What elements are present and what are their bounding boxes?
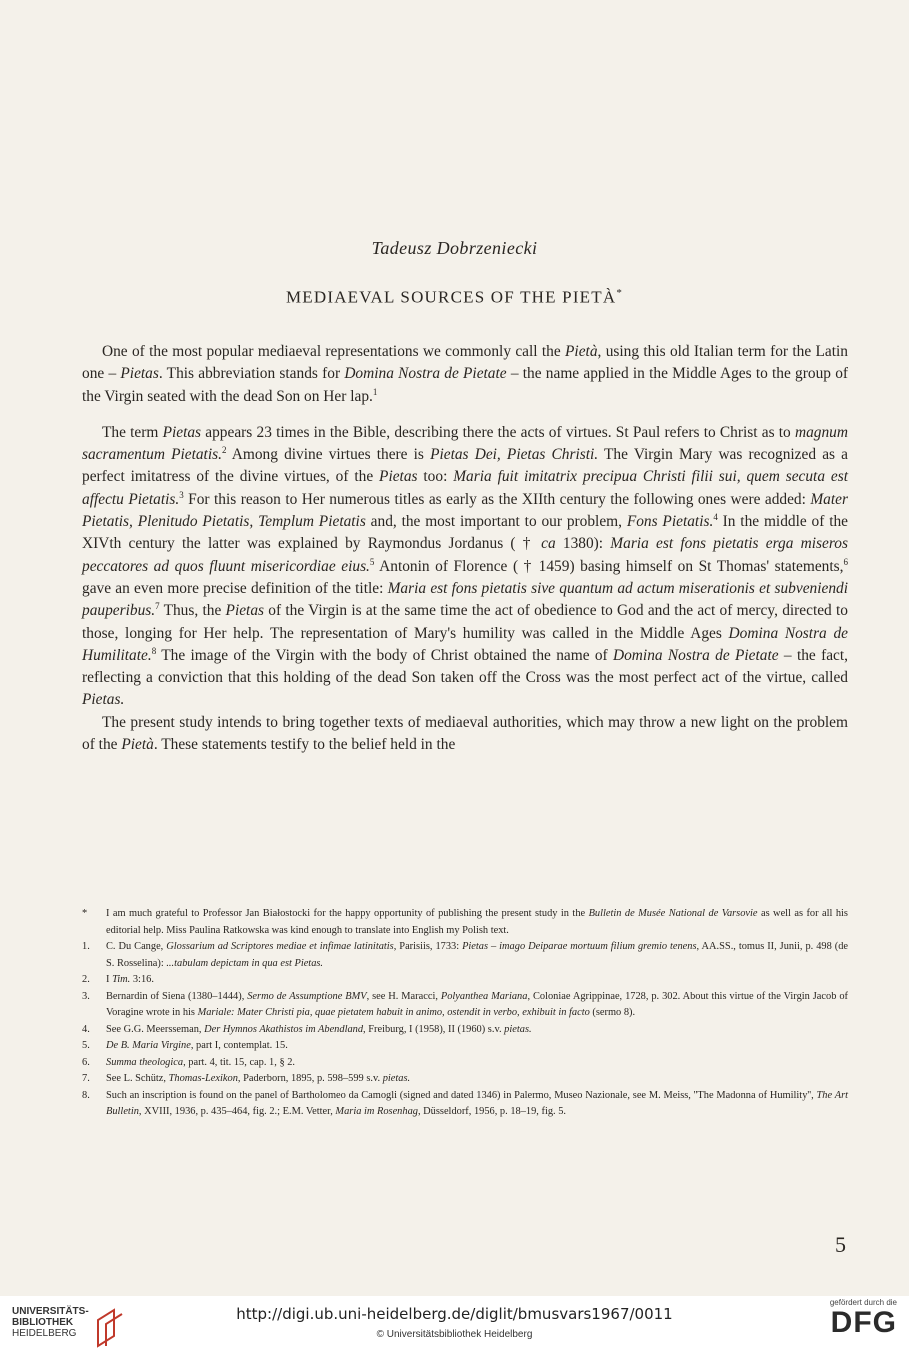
dfg-funded-by: gefördert durch die	[829, 1298, 897, 1307]
italic-run: Pietas.	[82, 691, 125, 709]
footnote-text	[106, 1071, 848, 1088]
copyright-notice: © Universitätsbibliothek Heidelberg	[376, 1329, 533, 1340]
text-run: C. Du Cange,	[106, 941, 167, 952]
footnote-item	[82, 906, 848, 939]
text-run: The image of the Virgin with the body of Christ obtained the name of	[156, 646, 613, 664]
italic-run: pietas.	[504, 1023, 532, 1035]
footnote-ref[interactable]: 3	[179, 489, 184, 500]
article-body	[82, 341, 848, 756]
text-run: , XVIII, 1936, p. 435–464, fig. 2.; E.M. Vetter,	[138, 1106, 336, 1117]
text-run: I am much grateful to Professor Jan Białostocki for the happy opportunity of publishing the present study in the	[106, 908, 589, 919]
footnote-number: 4.	[82, 1023, 90, 1035]
text-run: See G.G. Meersseman,	[106, 1023, 205, 1035]
logo-line-1: UNIVERSITÄTS-	[12, 1306, 89, 1317]
italic-run: Maria est fons pietatis erga miseros peccatores ad quos fluunt misericordiae eius.	[82, 535, 848, 575]
text-run: as well as for all his editorial help. Miss Paulina Ratkowska was kind enough to translate into English my Polish text.	[106, 908, 848, 936]
text-run: . This abbreviation stands for	[158, 365, 345, 383]
footnote-number: *	[82, 908, 88, 919]
text-run: Antonin of Florence ( † 1459) basing himself on St Thomas' statements,	[374, 557, 844, 575]
footnote-ref[interactable]: 2	[221, 445, 227, 456]
text-run: gave an even more precise definition of the title:	[82, 579, 388, 597]
logo-line-2: BIBLIOTHEK	[12, 1317, 74, 1328]
text-run: too:	[417, 468, 454, 486]
footnote-text	[106, 989, 848, 1022]
footnote-ref[interactable]: 4	[713, 511, 718, 522]
text-run: and, the most important to our problem,	[365, 513, 627, 531]
italic-run: Mater Pietatis, Plenitudo Pietatis, Templum Pietatis	[82, 490, 848, 531]
italic-run: Maria est fons pietatis sive quantum ad actum miserationis et subveniendi pauperibus.	[82, 579, 848, 620]
title-footnote-marker: *	[616, 287, 624, 299]
page-number: 5	[835, 1232, 846, 1257]
text-run: The present study intends to bring together texts of mediaeval authorities, which may throw a new light on the problem of the	[82, 713, 848, 754]
text-run: Thus, the	[159, 602, 226, 620]
footnote-item	[82, 972, 848, 989]
italic-run: Bulletin de Musée National de Varsovie	[588, 908, 758, 919]
text-run: , Parisiis, 1733:	[393, 941, 463, 952]
footnote-number: 2.	[82, 974, 90, 985]
italic-run: Domina Nostra de Humilitate.	[82, 624, 848, 664]
text-run: Among divine virtues there is	[226, 446, 431, 464]
footnote-item	[82, 989, 848, 1022]
italic-run: Pietà	[121, 736, 154, 754]
paragraph-2	[82, 422, 848, 712]
footnotes	[82, 906, 848, 1121]
italic-run: Pietà	[565, 343, 598, 360]
text-run: See L. Schütz,	[106, 1073, 169, 1084]
paragraph-3	[82, 712, 848, 757]
text-run: – the name applied in the Middle Ages to the group of the Virgin seated with the dead Son on Her lap.	[82, 365, 849, 405]
text-run: The Virgin Mary was recognized as a perfect imitatress of the divine virtues, of the	[82, 446, 848, 486]
italic-run: pietas.	[382, 1073, 411, 1084]
italic-run: Pietas	[162, 423, 202, 441]
footnote-number: 1.	[82, 941, 90, 952]
italic-run: De B. Maria Virgine	[106, 1040, 191, 1051]
dfg-logo[interactable]	[801, 1298, 897, 1348]
text-run: , Paderborn, 1895, p. 598–599 s.v.	[237, 1073, 383, 1084]
italic-run: Maria fuit imitatrix precipua Christi filii sui, quem secuta est affectu Pietatis.	[82, 468, 848, 508]
text-run: , Coloniae Agrippinae, 1728, p. 302. About this virtue of the Virgin Jacob of Voragine wrote in his	[106, 990, 848, 1018]
logo-line-3: HEIDELBERG	[12, 1328, 77, 1339]
footnote-number: 3.	[82, 990, 90, 1002]
footnote-ref[interactable]: 5	[369, 556, 375, 567]
italic-run: Mariale: Mater Christi pia, quae pietatem habuit in animo, ostendit in verbo, exhibuit in facto	[197, 1007, 590, 1018]
italic-run: Pietas Dei, Pietas Christi.	[430, 446, 599, 464]
italic-run: Summa theologica	[106, 1056, 184, 1068]
text-run: , Freiburg, I (1958), II (1960) s.v.	[363, 1023, 505, 1035]
footnote-item	[82, 1038, 848, 1055]
text-run: . These statements testify to the belief held in the	[153, 736, 456, 754]
viewer-footer	[0, 1296, 909, 1353]
footnote-item	[82, 1055, 848, 1072]
text-run: One of the most popular mediaeval representations we commonly call the	[102, 343, 566, 360]
footnote-ref[interactable]: 7	[155, 601, 160, 612]
italic-run: Domina Nostra de Pietate	[344, 365, 507, 383]
italic-run: magnum sacramentum Pietatis.	[82, 423, 848, 464]
footnote-ref[interactable]: 6	[843, 556, 848, 567]
text-run: For this reason to Her numerous titles as early as the XIIth century the following ones were added:	[183, 490, 811, 508]
text-run: , AA.SS., tomus II, Junii, p. 498 (de S. Rosselina):	[106, 941, 849, 969]
text-run: of the Virgin is at the same time the act of obedience to God and the act of mercy, directed to those, longing for Her help. The representation of Mary's humility was called in the Middle Ages	[82, 602, 848, 642]
text-run: – the fact, reflecting a conviction that this holding of the dead Son taken off the Cross was the most perfect act of the virtue, called	[82, 646, 848, 687]
permalink-url[interactable]: http://digi.ub.uni-heidelberg.de/diglit/bmusvars1967/0011	[236, 1305, 673, 1323]
footnote-item	[82, 1022, 848, 1039]
footnote-number: 7.	[82, 1073, 90, 1084]
text-run: The term	[102, 423, 163, 441]
italic-run: Der Hymnos Akathistos im Abendland	[204, 1023, 364, 1035]
footnote-number: 8.	[82, 1089, 90, 1101]
footnote-text	[106, 1022, 848, 1039]
italic-run: Pietas	[120, 365, 159, 383]
text-run: , see H. Maracci,	[366, 990, 441, 1002]
footnote-number: 5.	[82, 1040, 90, 1051]
footnote-item	[82, 1071, 848, 1088]
italic-run: Thomas-Lexikon	[168, 1073, 238, 1084]
italic-run: Fons Pietatis.	[626, 513, 714, 531]
text-run: I	[106, 974, 113, 985]
article-title	[0, 287, 909, 308]
text-run: , part I, contemplat. 15.	[190, 1040, 288, 1051]
footnote-text	[106, 939, 848, 972]
footnote-text	[106, 1088, 848, 1121]
footnote-text	[106, 906, 848, 939]
footnote-item	[82, 939, 848, 972]
italic-run: Polyanthea Mariana	[440, 990, 528, 1002]
italic-run: Tim.	[112, 974, 131, 985]
footnote-ref[interactable]: 8	[151, 645, 157, 656]
text-run: , part. 4, tit. 15, cap. 1, § 2.	[183, 1056, 296, 1068]
italic-run: Domina Nostra de Pietate	[613, 646, 779, 664]
dfg-wordmark: DFG	[830, 1306, 897, 1339]
text-run: , using this old Italian term for the Latin one –	[82, 343, 848, 383]
footnote-text	[106, 1055, 848, 1072]
footnote-item	[82, 1088, 848, 1121]
italic-run: Glossarium ad Scriptores mediae et infimae latinitatis	[166, 941, 394, 952]
italic-run: ...tabulam depictam in qua est Pietas.	[166, 957, 324, 969]
italic-run: Maria im Rosenhag	[335, 1106, 418, 1117]
paragraph-1	[82, 341, 848, 408]
text-run: Bernardin of Siena (1380–1444),	[106, 990, 248, 1002]
italic-run: Pietas	[225, 602, 265, 620]
author-name: Tadeusz Dobrzeniecki	[371, 238, 538, 258]
footnote-number: 6.	[82, 1056, 90, 1068]
italic-run: Pietas	[379, 468, 418, 486]
footnote-text	[106, 1038, 848, 1055]
text-run: In the middle of the XIVth century the latter was explained by Raymondus Jordanus ( †	[82, 513, 848, 553]
footnote-text	[106, 972, 848, 989]
text-run: appears 23 times in the Bible, describing there the acts of virtues. St Paul refers to Christ as to	[201, 423, 795, 441]
text-run: (sermo 8).	[589, 1007, 636, 1018]
text-run: 1380):	[555, 535, 611, 553]
footnote-ref[interactable]: 1	[372, 386, 378, 397]
article-title-text: MEDIAEVAL SOURCES OF THE PIETÀ	[285, 287, 617, 307]
text-run: 3:16.	[130, 974, 154, 985]
italic-run: ca	[541, 535, 556, 553]
italic-run: Pietas – imago Deiparae mortuum filium gremio tenens	[462, 941, 697, 952]
text-run: , Düsseldorf, 1956, p. 18–19, fig. 5.	[417, 1106, 567, 1117]
italic-run: The Art Bulletin	[106, 1089, 848, 1117]
italic-run: Sermo de Assumptione BMV	[247, 990, 367, 1002]
text-run: Such an inscription is found on the panel of Bartholomeo da Camogli (signed and dated 1346) in Palermo, Museo Nazionale, see M. Meiss, ''The Madonna of Humility'',	[106, 1089, 817, 1101]
